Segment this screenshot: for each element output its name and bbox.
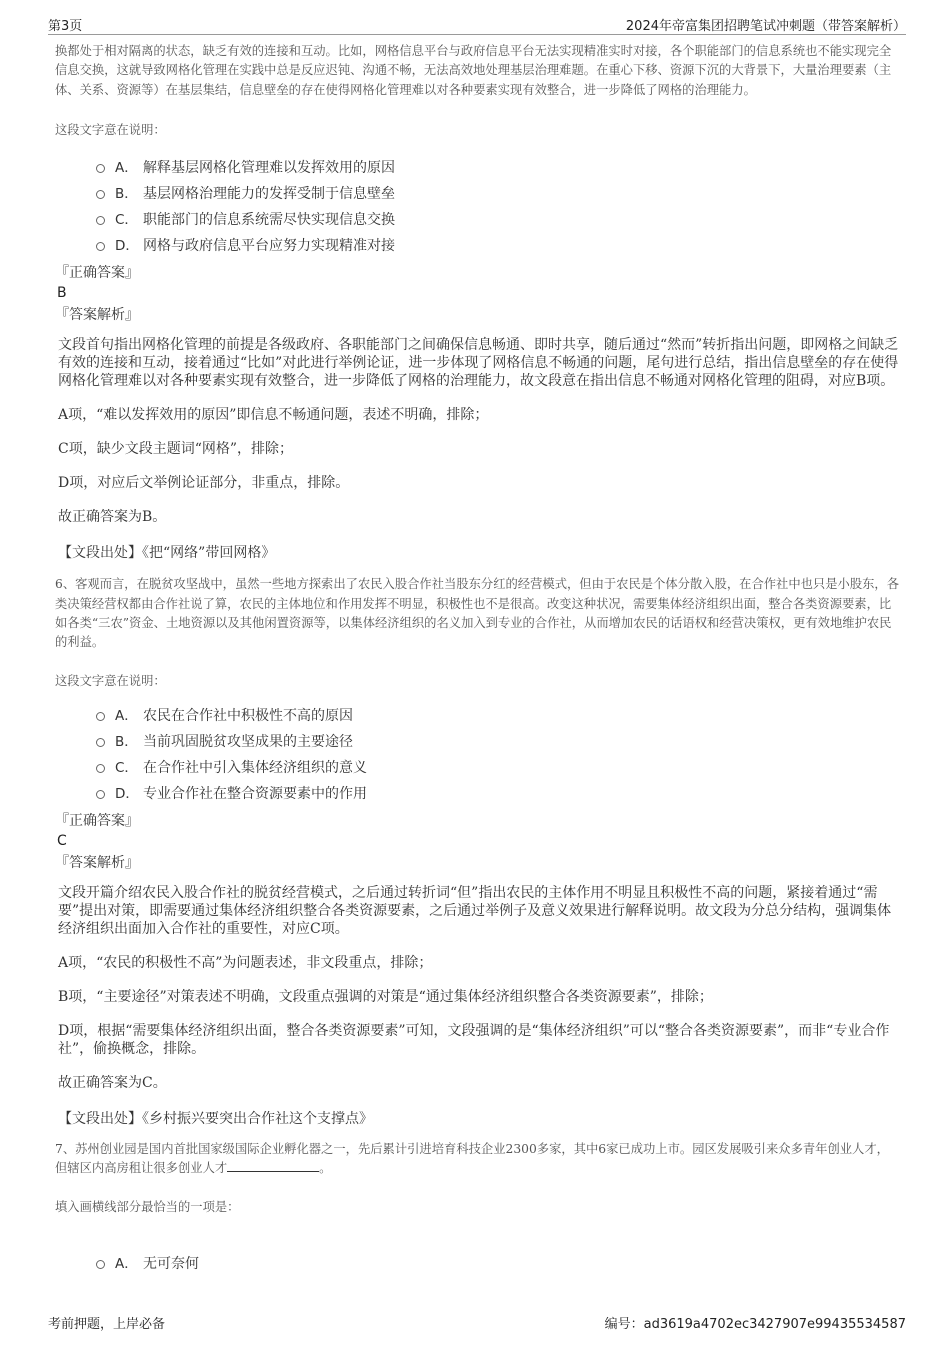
page-header xyxy=(48,12,906,35)
q5-analysis-d: D项，对应后文举例论证部分，非重点，排除。 xyxy=(58,475,350,492)
q5-option-b[interactable]: B． 基层网格治理能力的发挥受制于信息壁垒 xyxy=(55,181,900,207)
q5-source: 【文段出处】《把“网络”带回网格》 xyxy=(58,545,276,562)
q6-analysis-b: B项，“主要途径”对策表述不明确，文段重点强调的对策是“通过集体经济组织整合各类资源要素”，排除； xyxy=(58,988,713,1005)
q6-option-c[interactable]: C． 在合作社中引入集体经济组织的意义 xyxy=(55,755,900,781)
q5-analysis-c: C项，缺少文段主题词“网格”，排除； xyxy=(58,441,294,458)
radio-icon[interactable] xyxy=(96,712,105,721)
q5-analysis-main: 文段首句指出网格化管理的前提是各级政府、各职能部门之间确保信息畅通、即时共享，随后通过“然而”转折指出问题，即网格之间缺乏有效的连接和互动，接着通过“比如”对此进行举例论证，进一步体现了网格信息不畅通的问题，尾句进行总结，指出信息壁垒的存在使得网格化管理难以对各种要素实现有效整合，进一步降低了网格的治理能力，故文段意在指出信息不畅通对网格化管理的阻碍，对应B项。 xyxy=(58,337,899,390)
q5-option-d[interactable]: D． 网格与政府信息平台应努力实现精准对接 xyxy=(55,233,900,259)
page-number: 第3页 xyxy=(48,19,83,34)
q6-passage: 6、客观而言，在脱贫攻坚战中，虽然一些地方探索出了农民入股合作社当股东分红的经营模式，但由于农民是个体分散入股，在合作社中也只是小股东，各类决策经营权都由合作社说了算，农民的主体地位和作用发挥不明显，积极性也不是很高。改变这种状况，需要集体经济组织出面，整合各类资源要素，比如各类“三农”资金、土地资源以及其他闲置资源等，以集体经济组织的名义加入到专业的合作社，从而增加农民的话语权和经营决策权，更有效地维护农民的利益。 xyxy=(55,577,900,650)
page-content xyxy=(55,42,900,1277)
q6-prompt: 这段文字意在说明： xyxy=(55,673,166,688)
q7-prompt: 填入画横线部分最恰当的一项是： xyxy=(55,1199,240,1214)
q6-source: 【文段出处】《乡村振兴要突出合作社这个支撑点》 xyxy=(58,1110,373,1127)
radio-icon[interactable] xyxy=(96,216,105,225)
page-footer xyxy=(48,1311,906,1331)
q6-analysis-conclusion: 故正确答案为C。 xyxy=(58,1074,167,1091)
radio-icon[interactable] xyxy=(96,790,105,799)
q6-option-a[interactable]: A． 农民在合作社中积极性不高的原因 xyxy=(55,703,900,729)
q5-analysis-label: 『答案解析』 xyxy=(55,307,139,324)
radio-icon[interactable] xyxy=(96,164,105,173)
q6-options xyxy=(55,703,900,807)
radio-icon[interactable] xyxy=(96,1260,105,1269)
q5-option-a[interactable]: A． 解释基层网格化管理难以发挥效用的原因 xyxy=(55,155,900,181)
q7-options xyxy=(55,1251,900,1277)
q5-prompt: 这段文字意在说明： xyxy=(55,123,166,138)
q7-option-a[interactable]: A． 无可奈何 xyxy=(55,1251,900,1277)
q5-answer: B xyxy=(57,285,67,302)
q5-options xyxy=(55,155,900,259)
q6-analysis-label: 『答案解析』 xyxy=(55,854,139,871)
q5-analysis-conclusion: 故正确答案为B。 xyxy=(58,509,167,526)
q6-analysis-a: A项，“农民的积极性不高”为问题表述，非文段重点，排除； xyxy=(58,954,433,971)
q5-analysis-a: A项，“难以发挥效用的原因”即信息不畅通问题，表述不明确，排除； xyxy=(58,407,489,424)
q5-option-c[interactable]: C． 职能部门的信息系统需尽快实现信息交换 xyxy=(55,207,900,233)
radio-icon[interactable] xyxy=(96,242,105,251)
q6-option-d[interactable]: D． 专业合作社在整合资源要素中的作用 xyxy=(55,781,900,807)
q5-passage: 换都处于相对隔离的状态，缺乏有效的连接和互动。比如，网格信息平台与政府信息平台无法实现精准实时对接，各个职能部门的信息系统也不能实现完全信息交换，这就导致网格化管理在实践中总是反应迟钝、沟通不畅，无法高效地处理基层治理难题。在重心下移、资源下沉的大背景下，大量治理要素（主体、关系、资源等）在基层集结，信息壁垒的存在使得网格化管理难以对各种要素实现有效整合，进一步降低了网格的治理能力。 xyxy=(55,44,892,97)
q7-passage: 7、苏州创业园是国内首批国家级国际企业孵化器之一，先后累计引进培育科技企业2300多家，其中6家已成功上市。园区发展吸引来众多青年创业人才，但辖区内高房租让很多创业人才 。 xyxy=(55,1141,889,1176)
q6-option-b[interactable]: B． 当前巩固脱贫攻坚成果的主要途径 xyxy=(55,729,900,755)
q5-answer-label: 『正确答案』 xyxy=(55,265,139,282)
footer-slogan: 考前押题，上岸必备 xyxy=(48,1317,166,1332)
document-code: 编号：ad3619a4702ec3427907e99435534587 xyxy=(604,1317,906,1332)
radio-icon[interactable] xyxy=(96,190,105,199)
q6-answer: C xyxy=(57,832,67,849)
q6-analysis-main: 文段开篇介绍农民入股合作社的脱贫经营模式，之后通过转折词“但”指出农民的主体作用不明显且积极性不高的问题，紧接着通过“需要”提出对策，即需要通过集体经济组织整合各类资源要素，之后通过举例子及意义效果进行解释说明。故文段为分总分结构，强调集体经济组织出面加入合作社的重要性，对应C项。 xyxy=(58,884,892,937)
radio-icon[interactable] xyxy=(96,738,105,747)
q6-analysis-d: D项，根据“需要集体经济组织出面，整合各类资源要素”可知，文段强调的是“集体经济组织”可以“整合各类资源要素”，而非“专业合作社”，偷换概念，排除。 xyxy=(58,1022,890,1057)
document-title: 2024年帝富集团招聘笔试冲刺题（带答案解析） xyxy=(625,19,906,34)
q6-answer-label: 『正确答案』 xyxy=(55,812,139,829)
radio-icon[interactable] xyxy=(96,764,105,773)
fill-blank xyxy=(227,1159,319,1172)
